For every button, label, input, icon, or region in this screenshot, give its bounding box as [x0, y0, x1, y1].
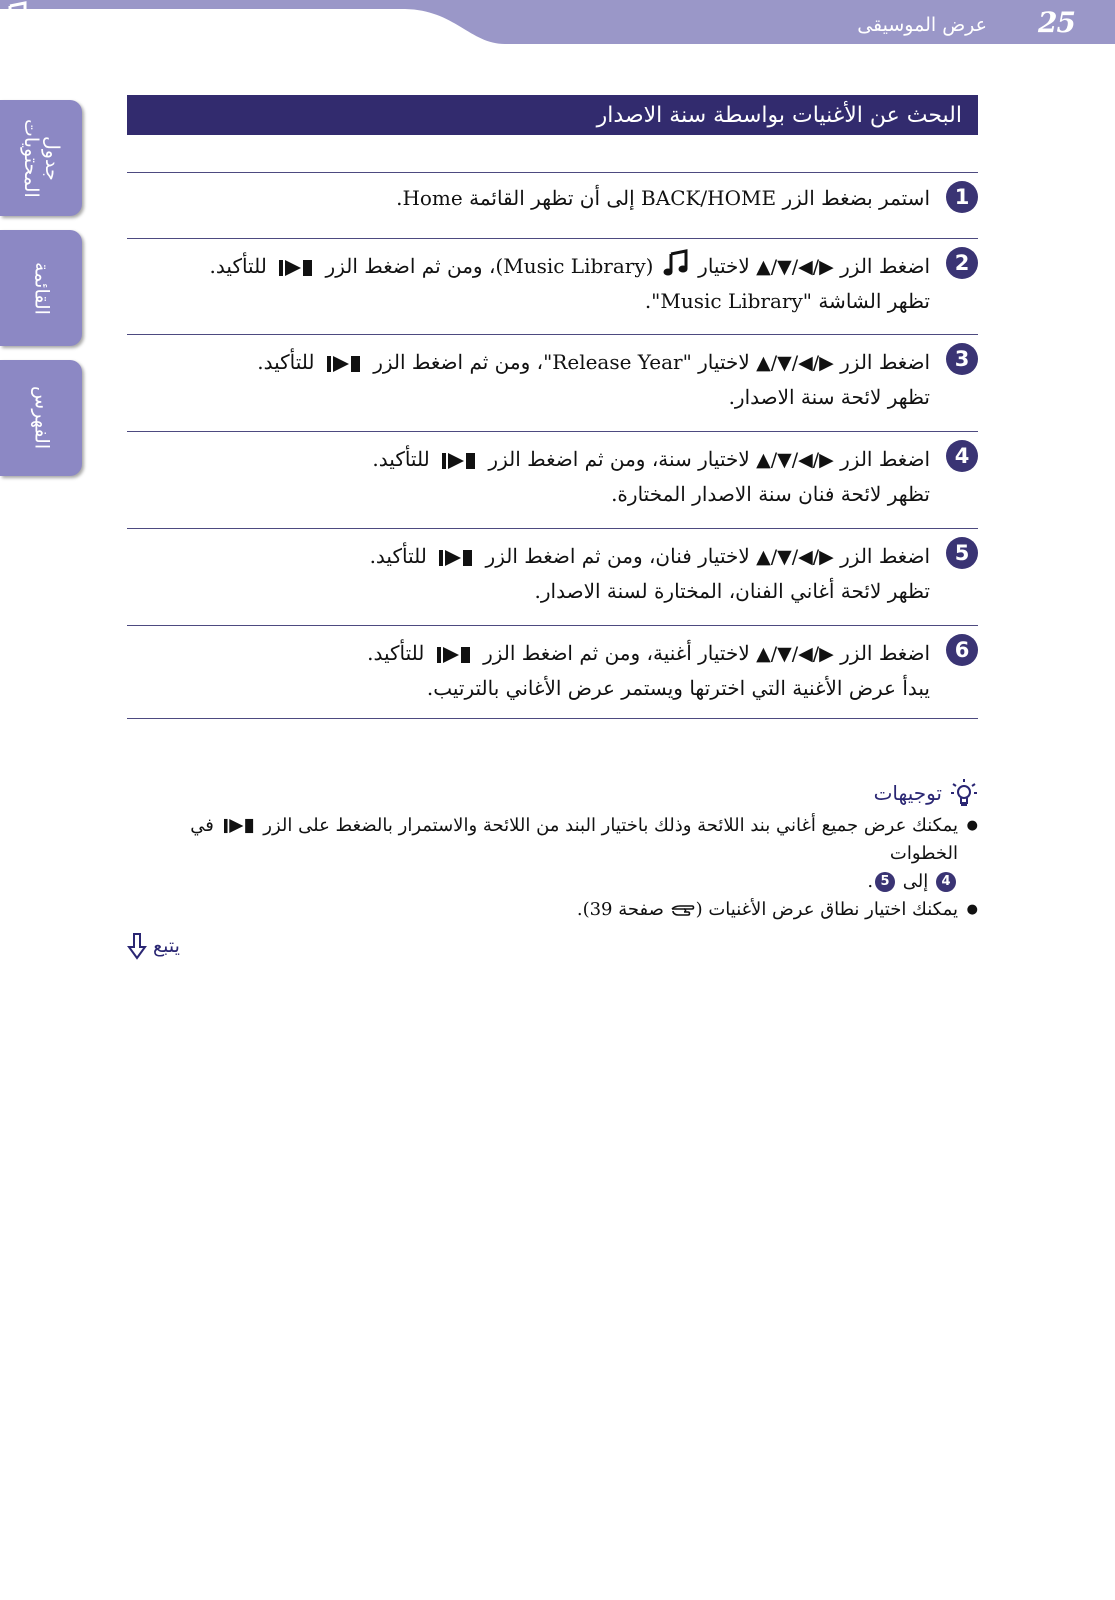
step-text: للتأكيد. [372, 447, 437, 471]
step-line-1 [127, 636, 930, 671]
step-number: 5 [946, 537, 978, 569]
step-text: اضغط الزر [833, 254, 930, 278]
step-line-2: تظهر الشاشة "Music Library". [644, 289, 930, 313]
step-body [127, 432, 930, 511]
hints-heading [127, 778, 978, 808]
arrow-keys-icon: ▶/◀/▼/▲ [756, 449, 834, 471]
step-text: لاختيار فنان، ومن ثم اضغط الزر [479, 544, 757, 568]
step-body [127, 626, 930, 705]
step-text: لاختيار "Release Year"، ومن ثم اضغط الزر [366, 350, 757, 374]
hint-text: يمكنك عرض جميع أغاني بند اللائحة وذلك باختيار البند من اللائحة والاستمرار بالضغط على الزر [257, 815, 958, 836]
hint-item [127, 896, 978, 924]
play-pause-icon [437, 646, 471, 664]
step-ref-5: 5 [875, 872, 895, 892]
step-6 [127, 625, 978, 719]
step-text: للتأكيد. [369, 544, 434, 568]
step-1 [127, 172, 978, 238]
pointing-hand-icon[interactable] [670, 901, 696, 919]
step-number: 6 [946, 634, 978, 666]
hint-text: يمكنك اختيار نطاق عرض الأغنيات ( [695, 899, 958, 920]
step-text: اضغط الزر [833, 641, 930, 665]
section-title-bar [127, 95, 978, 135]
continues-label: يتبع [153, 935, 180, 957]
step-body [127, 529, 930, 608]
step-line-2: تظهر لائحة أغاني الفنان، المختارة لسنة الاصدار. [534, 579, 930, 603]
step-3 [127, 334, 978, 431]
step-text: اضغط الزر [833, 544, 930, 568]
arrow-keys-icon: ▶/◀/▼/▲ [756, 643, 834, 665]
arrow-keys-icon: ▶/◀/▼/▲ [756, 352, 834, 374]
step-4 [127, 431, 978, 528]
page-number: 25 [1038, 6, 1075, 39]
tab-index-label: الفهرس [30, 386, 53, 450]
hint-link-text[interactable]: صفحة 39). [576, 899, 670, 920]
section-name: عرض الموسيقى [857, 14, 987, 36]
play-pause-icon [327, 355, 361, 373]
step-2 [127, 238, 978, 334]
header-band [0, 0, 1115, 46]
step-line-1 [127, 442, 930, 477]
play-pause-icon [439, 549, 473, 567]
step-number: 1 [946, 181, 978, 213]
tab-table-of-contents-label: جدول المحتويات [20, 118, 63, 198]
hint-text: . [867, 871, 874, 892]
step-text: (Music Library)، ومن ثم اضغط الزر [319, 254, 660, 278]
hint-item [127, 812, 978, 896]
lightbulb-icon [950, 778, 978, 808]
play-pause-icon [442, 452, 476, 470]
play-pause-icon [279, 259, 313, 277]
step-text: اضغط الزر [833, 350, 930, 374]
step-ref-4: 4 [936, 872, 956, 892]
step-line-2: تظهر لائحة فنان سنة الاصدار المختارة. [611, 482, 930, 506]
step-text: لاختيار [691, 254, 757, 278]
step-line-1 [127, 249, 930, 284]
step-number: 4 [946, 440, 978, 472]
step-5 [127, 528, 978, 625]
tab-table-of-contents[interactable] [0, 100, 82, 216]
step-text: للتأكيد. [257, 350, 321, 374]
hints-title: توجيهات [873, 781, 942, 805]
step-body [127, 173, 930, 215]
step-text: لاختيار أغنية، ومن ثم اضغط الزر [476, 641, 757, 665]
step-line-2: يبدأ عرض الأغنية التي اخترتها ويستمر عرض الأغاني بالترتيب. [426, 676, 930, 700]
down-arrow-icon [127, 932, 147, 960]
hints-section [127, 778, 978, 924]
step-text: للتأكيد. [367, 641, 431, 665]
play-pause-icon [224, 818, 254, 834]
tab-menu[interactable] [0, 230, 82, 346]
step-line-1 [127, 539, 930, 574]
step-text: استمر بضغط الزر BACK/HOME إلى أن تظهر القائمة Home. [396, 186, 930, 210]
tab-menu-label: القائمة [30, 261, 53, 315]
step-body [127, 335, 930, 414]
music-note-icon [663, 249, 689, 277]
step-text: لاختيار سنة، ومن ثم اضغط الزر [482, 447, 757, 471]
step-number: 2 [946, 247, 978, 279]
step-number: 3 [946, 343, 978, 375]
section-title: البحث عن الأغنيات بواسطة سنة الاصدار [596, 102, 962, 128]
music-note-icon [0, 0, 30, 30]
hint-text: في الخطوات [190, 815, 958, 864]
step-line-1 [127, 345, 930, 380]
continues-link[interactable] [127, 932, 180, 960]
tab-index[interactable] [0, 360, 82, 476]
arrow-keys-icon: ▶/◀/▼/▲ [756, 256, 834, 278]
step-line-2: تظهر لائحة سنة الاصدار. [728, 385, 930, 409]
step-body [127, 239, 930, 318]
steps-list [127, 172, 978, 719]
step-text: اضغط الزر [833, 447, 930, 471]
step-text: للتأكيد. [209, 254, 274, 278]
hint-text: إلى [897, 871, 934, 892]
arrow-keys-icon: ▶/◀/▼/▲ [756, 546, 834, 568]
